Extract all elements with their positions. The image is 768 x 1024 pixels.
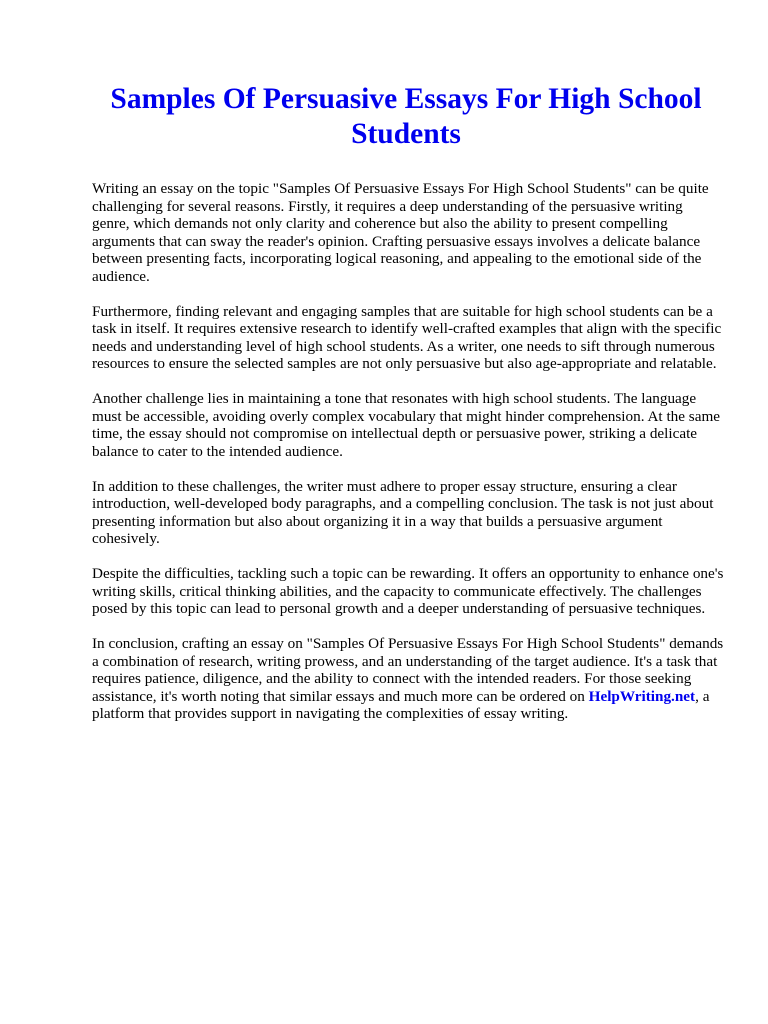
- paragraph-samples: Furthermore, finding relevant and engaging samples that are suitable for high school students can be a task in itself. It requires extensive research to identify well-crafted examples that align with the specific needs and understanding level of high school students. As a writer, one needs to sift through numerous resources to ensure the selected samples are not only persuasive but also age-appropriate and relatable.: [92, 302, 722, 372]
- conclusion-text-before-link: In conclusion, crafting an essay on "Samples Of Persuasive Essays For High School Students" demands a combination of research, writing prowess, and an understanding of the target audience. It's a task that requires patience, diligence, and the ability to connect with the intended readers. For those seeking assistance, it's worth noting that similar essays and much more can be ordered on: [92, 635, 724, 705]
- helpwriting-link[interactable]: HelpWriting.net: [588, 687, 696, 705]
- paragraph-rewarding: Despite the difficulties, tackling such a topic can be rewarding. It offers an opportunity to enhance one's writing skills, critical thinking abilities, and the capacity to communicate effectively. The challenges posed by this topic can lead to personal growth and a deeper understanding of persuasive techniques.: [92, 565, 724, 617]
- paragraph-conclusion: [92, 635, 724, 723]
- conclusion-text-after-link: , a platform that provides support in navigating the complexities of essay writing.: [92, 687, 710, 722]
- paragraph-intro: Writing an essay on the topic "Samples Of Persuasive Essays For High School Students" can be quite challenging for several reasons. Firstly, it requires a deep understanding of the persuasive writing genre, which demands not only clarity and coherence but also the ability to present compelling arguments that can sway the reader's opinion. Crafting persuasive essays involves a delicate balance between presenting facts, incorporating logical reasoning, and appealing to the emotional side of the audience.: [92, 180, 709, 285]
- paragraph-structure: In addition to these challenges, the writer must adhere to proper essay structure, ensuring a clear introduction, well-developed body paragraphs, and a compelling conclusion. The task is not just about presenting information but also about organizing it in a way that builds a persuasive argument cohesively.: [92, 477, 714, 547]
- page-title: Samples Of Persuasive Essays For High School Students: [110, 83, 702, 150]
- paragraph-tone: Another challenge lies in maintaining a tone that resonates with high school students. The language must be accessible, avoiding overly complex vocabulary that might hinder comprehension. At the same time, the essay should not compromise on intellectual depth or persuasive power, striking a delicate balance to cater to the intended audience.: [92, 390, 721, 460]
- document-body: [92, 180, 724, 740]
